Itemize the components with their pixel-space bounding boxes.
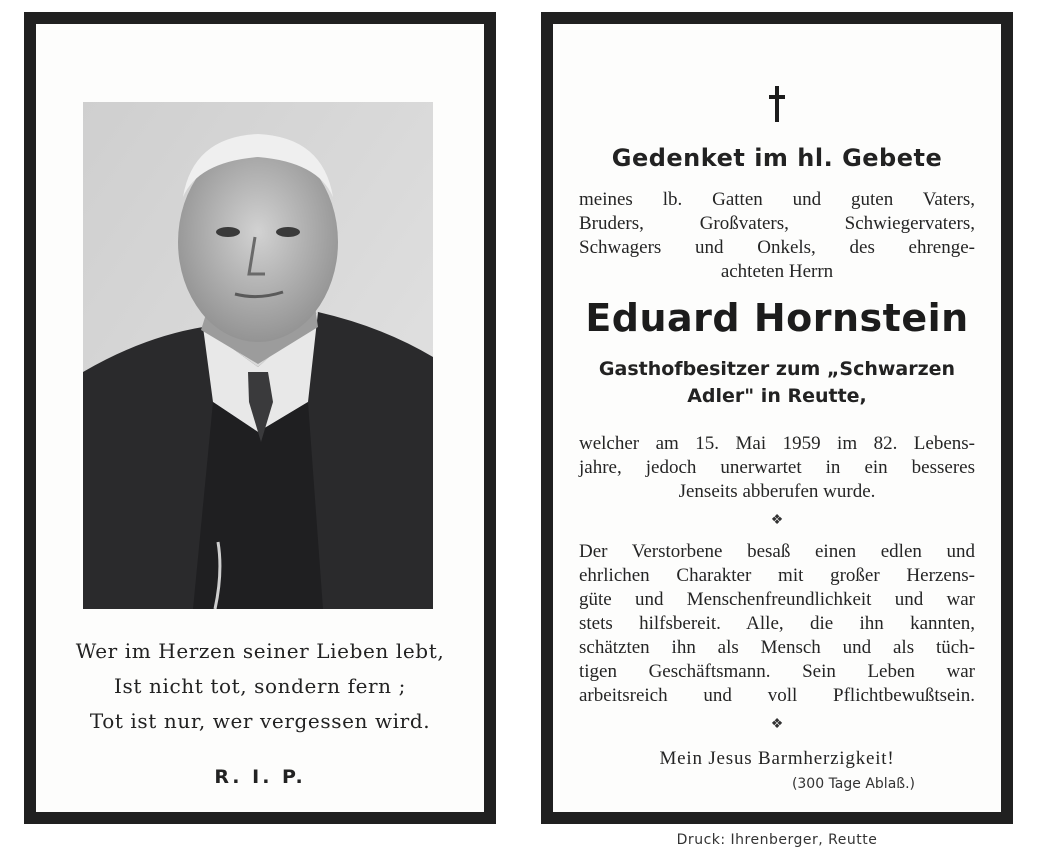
tribute-line: ehrlichen Charakter mit großer Herzens- [579, 565, 975, 586]
intro-paragraph [579, 188, 975, 284]
tribute-line: Der Verstorbene besaß einen edlen und [579, 541, 975, 562]
tribute-line: güte und Menschenfreundlichkeit und war [579, 589, 975, 610]
verse-line: Tot ist nur, wer vergessen wird. [89, 709, 431, 733]
death-paragraph [579, 432, 975, 504]
death-line: Jenseits abberufen wurde. [678, 481, 876, 502]
deceased-name: Eduard Hornstein [585, 296, 969, 340]
portrait-photo [83, 102, 433, 609]
death-line: welcher am 15. Mai 1959 im 82. Lebens- [579, 433, 975, 454]
verse-line: Wer im Herzen seiner Lieben lebt, [75, 639, 445, 663]
tribute-line: tigen Geschäftsmann. Sein Leben war [579, 661, 975, 682]
portrait-card [24, 12, 496, 824]
heading: Gedenket im hl. Gebete [611, 144, 943, 172]
prayer: Mein Jesus Barmherzigkeit! [659, 748, 895, 769]
memorial-verse [36, 634, 484, 739]
ornament-icon: ❖ [770, 512, 784, 528]
intro-line: Bruders, Großvaters, Schwiegervaters, [579, 213, 975, 234]
verse-line: Ist nicht tot, sondern fern ; [114, 674, 406, 698]
tribute-paragraph [579, 540, 975, 708]
intro-line: achteten Herrn [720, 261, 834, 282]
intro-line: meines lb. Gatten und guten Vaters, [579, 189, 975, 210]
ornament-icon: ❖ [770, 716, 784, 732]
rip-text: R. I. P. [214, 766, 306, 788]
tribute-line: schätzten ihn als Mensch und als tüch- [579, 637, 975, 658]
indulgence-note: (300 Tage Ablaß.) [791, 776, 915, 792]
tribute-line: arbeitsreich und voll Pflichtbewußtsein. [579, 685, 975, 706]
occupation [579, 356, 975, 410]
tribute-line: stets hilfsbereit. Alle, die ihn kannten, [579, 613, 975, 634]
occupation-line: Gasthofbesitzer zum „Schwarzen [598, 358, 956, 380]
printer-credit: Druck: Ihrenberger, Reutte [676, 832, 878, 848]
intro-line: Schwagers und Onkels, des ehrenge- [579, 237, 975, 258]
memorial-text-card [541, 12, 1013, 824]
occupation-line: Adler" in Reutte, [687, 385, 867, 407]
death-line: jahre, jedoch unerwartet in ein besseres [579, 457, 975, 478]
cross-icon [579, 86, 975, 126]
